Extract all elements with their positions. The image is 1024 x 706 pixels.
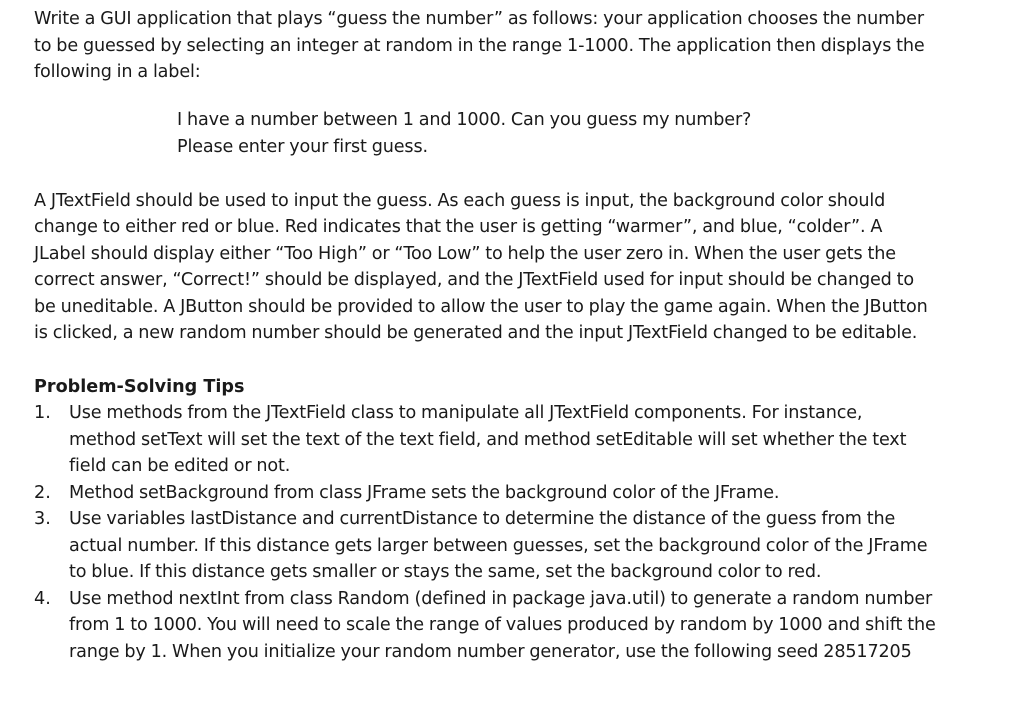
tip-item	[34, 400, 1004, 480]
tip-line: to blue. If this distance gets smaller or stays the same, set the background color to red.	[69, 562, 822, 582]
document-page	[34, 6, 1004, 665]
tip-line: actual number. If this distance gets larger between guesses, set the background color of the JFrame	[69, 535, 928, 556]
intro-line: to be guessed by selecting an integer at random in the range 1-1000. The application then displays the	[34, 35, 925, 56]
tip-line: Method setBackground from class JFrame sets the background color of the JFrame.	[69, 482, 780, 503]
quote-line: I have a number between 1 and 1000. Can you guess my number?	[177, 109, 752, 130]
tip-line: field can be edited or not.	[69, 456, 291, 476]
tip-number: 4.	[34, 588, 51, 609]
intro-line: following in a label:	[34, 62, 201, 82]
tip-number: 3.	[34, 509, 51, 529]
body-line: is clicked, a new random number should be generated and the input JTextField changed to be editable.	[34, 323, 918, 343]
tip-item	[34, 586, 1004, 666]
intro-line: Write a GUI application that plays “guess the number” as follows: your application chooses the number	[34, 9, 924, 29]
quote-line: Please enter your first guess.	[177, 136, 428, 157]
tip-item	[34, 480, 1004, 507]
tip-line: range by 1. When you initialize your random number generator, use the following seed 28517205	[69, 641, 912, 662]
requirements-paragraph	[34, 188, 1004, 347]
label-text-quote	[177, 107, 1004, 161]
tip-number: 2.	[34, 482, 51, 503]
tip-line: method setText will set the text of the text field, and method setEditable will set whether the text	[69, 429, 907, 450]
tip-line: Use method nextInt from class Random (defined in package java.util) to generate a random number	[69, 588, 933, 609]
tip-item	[34, 506, 1004, 586]
intro-paragraph	[34, 6, 1004, 86]
body-line: be uneditable. A JButton should be provided to allow the user to play the game again. When the JButton	[34, 296, 928, 317]
tip-line: Use methods from the JTextField class to manipulate all JTextField components. For instance,	[69, 403, 863, 423]
body-line: A JTextField should be used to input the guess. As each guess is input, the background color should	[34, 190, 886, 211]
tip-line: Use variables lastDistance and currentDistance to determine the distance of the guess from the	[69, 509, 896, 529]
tip-line: from 1 to 1000. You will need to scale the range of values produced by random by 1000 and shift the	[69, 615, 936, 635]
tip-number: 1.	[34, 403, 51, 423]
body-line: change to either red or blue. Red indicates that the user is getting “warmer”, and blue, “colder”. A	[34, 217, 883, 237]
body-line: JLabel should display either “Too High” or “Too Low” to help the user zero in. When the user gets the	[34, 243, 896, 264]
body-line: correct answer, “Correct!” should be displayed, and the JTextField used for input should be changed to	[34, 270, 915, 290]
tips-heading: Problem-Solving Tips	[34, 376, 245, 397]
tips-list	[34, 400, 1004, 665]
